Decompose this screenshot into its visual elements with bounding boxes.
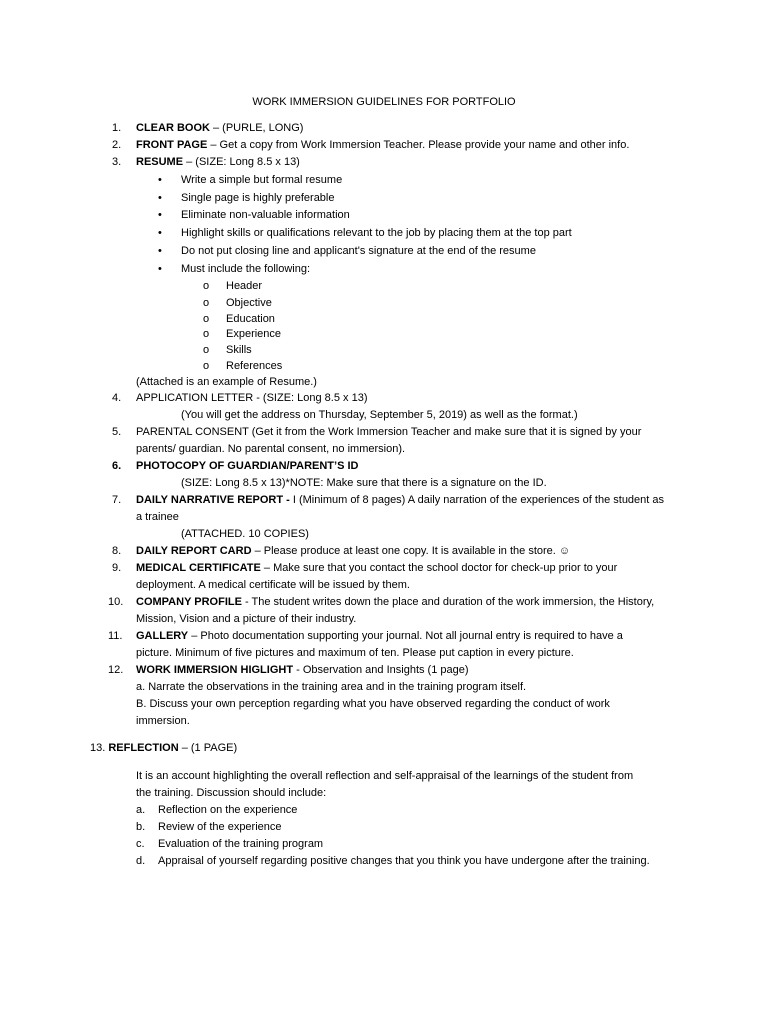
item-number: 9. <box>112 562 122 574</box>
item-text: GALLERY – Photo documentation supporting your journal. Not all journal entry is required to have a <box>136 630 623 642</box>
bullet-icon: • <box>158 192 162 204</box>
bullet-icon: • <box>158 209 162 221</box>
reflection-paragraph-cont: the training. Discussion should include: <box>136 787 327 799</box>
resume-note: (Attached is an example of Resume.) <box>136 376 317 388</box>
item-text: WORK IMMERSION HIGLIGHT - Observation and Insights (1 page) <box>136 664 469 676</box>
reflection-letter: a. <box>136 804 146 816</box>
item-text: MEDICAL CERTIFICATE – Make sure that you contact the school doctor for check-up prior to your <box>136 562 618 574</box>
reflection-letter: d. <box>136 855 146 867</box>
item-number: 6. <box>112 460 122 472</box>
highlight-b-cont: immersion. <box>136 715 190 727</box>
sub-bullet-icon: o <box>203 313 210 325</box>
sub-item: References <box>226 360 283 372</box>
reflection-item: Review of the experience <box>158 821 282 833</box>
reflection-letter: c. <box>136 838 145 850</box>
bullet-text: Eliminate non-valuable information <box>181 209 350 221</box>
item-text: CLEAR BOOK – (PURLE, LONG) <box>136 122 304 134</box>
reflection-heading: 13. REFLECTION – (1 PAGE) <box>90 742 238 754</box>
bullet-icon: • <box>158 263 162 275</box>
item-text: COMPANY PROFILE - The student writes down the place and duration of the work immersion, the History, <box>136 596 655 608</box>
sub-item: Header <box>226 280 263 292</box>
bullet-icon: • <box>158 245 162 257</box>
item-text: PARENTAL CONSENT (Get it from the Work Immersion Teacher and make sure that it is signed by your <box>136 426 642 438</box>
sub-bullet-icon: o <box>203 344 210 356</box>
reflection-paragraph: It is an account highlighting the overall reflection and self-appraisal of the learnings of the student from <box>136 770 634 782</box>
reflection-item: Evaluation of the training program <box>158 838 324 850</box>
item-text: DAILY NARRATIVE REPORT - I (Minimum of 8 pages) A daily narration of the experiences of the student as <box>136 494 665 506</box>
sub-bullet-icon: o <box>203 297 210 309</box>
item-text: DAILY REPORT CARD – Please produce at least one copy. It is available in the store. ☺ <box>136 545 571 557</box>
document-title: WORK IMMERSION GUIDELINES FOR PORTFOLIO <box>252 96 516 108</box>
bullet-text: Write a simple but formal resume <box>181 174 343 186</box>
item-text: APPLICATION LETTER - (SIZE: Long 8.5 x 13) <box>136 392 368 404</box>
item-continuation: parents/ guardian. No parental consent, no immersion). <box>136 443 406 455</box>
item-number: 3. <box>112 156 122 168</box>
highlight-a: a. Narrate the observations in the training area and in the training program itself. <box>136 681 527 693</box>
bullet-text: Single page is highly preferable <box>181 192 335 204</box>
sub-item: Education <box>226 313 275 325</box>
sub-bullet-icon: o <box>203 360 210 372</box>
sub-item: Skills <box>226 344 252 356</box>
sub-bullet-icon: o <box>203 328 210 340</box>
item-continuation: picture. Minimum of five pictures and maximum of ten. Please put caption in every picture. <box>136 647 574 659</box>
id-note: (SIZE: Long 8.5 x 13)*NOTE: Make sure that there is a signature on the ID. <box>181 477 547 489</box>
bullet-icon: • <box>158 174 162 186</box>
item-number: 5. <box>112 426 122 438</box>
item-text: FRONT PAGE – Get a copy from Work Immersion Teacher. Please provide your name and other info. <box>136 139 630 151</box>
item-number: 8. <box>112 545 122 557</box>
bullet-icon: • <box>158 227 162 239</box>
item-text: RESUME – (SIZE: Long 8.5 x 13) <box>136 156 300 168</box>
sub-item: Experience <box>226 328 282 340</box>
bullet-text: Highlight skills or qualifications relevant to the job by placing them at the top part <box>181 227 572 239</box>
item-continuation: a trainee <box>136 511 179 523</box>
item-number: 10. <box>108 596 124 608</box>
item-number: 4. <box>112 392 122 404</box>
reflection-item: Reflection on the experience <box>158 804 298 816</box>
item-number: 12. <box>108 664 124 676</box>
item-number: 7. <box>112 494 122 506</box>
bullet-text: Do not put closing line and applicant's signature at the end of the resume <box>181 245 536 257</box>
item-text: PHOTOCOPY OF GUARDIAN/PARENT’S ID <box>136 460 359 472</box>
item-number: 1. <box>112 122 122 134</box>
reflection-item: Appraisal of yourself regarding positive changes that you think you have undergone after the training. <box>158 855 650 867</box>
narrative-note: (ATTACHED. 10 COPIES) <box>181 528 309 540</box>
sub-bullet-icon: o <box>203 280 210 292</box>
item-number: 2. <box>112 139 122 151</box>
highlight-b: B. Discuss your own perception regarding what you have observed regarding the conduct of work <box>136 698 610 710</box>
item-continuation: Mission, Vision and a picture of their industry. <box>136 613 357 625</box>
item-continuation: deployment. A medical certificate will be issued by them. <box>136 579 410 591</box>
item-number: 11. <box>108 630 123 642</box>
sub-item: Objective <box>226 297 272 309</box>
letter-note: (You will get the address on Thursday, September 5, 2019) as well as the format.) <box>181 409 578 421</box>
reflection-letter: b. <box>136 821 146 833</box>
bullet-text: Must include the following: <box>181 263 311 275</box>
